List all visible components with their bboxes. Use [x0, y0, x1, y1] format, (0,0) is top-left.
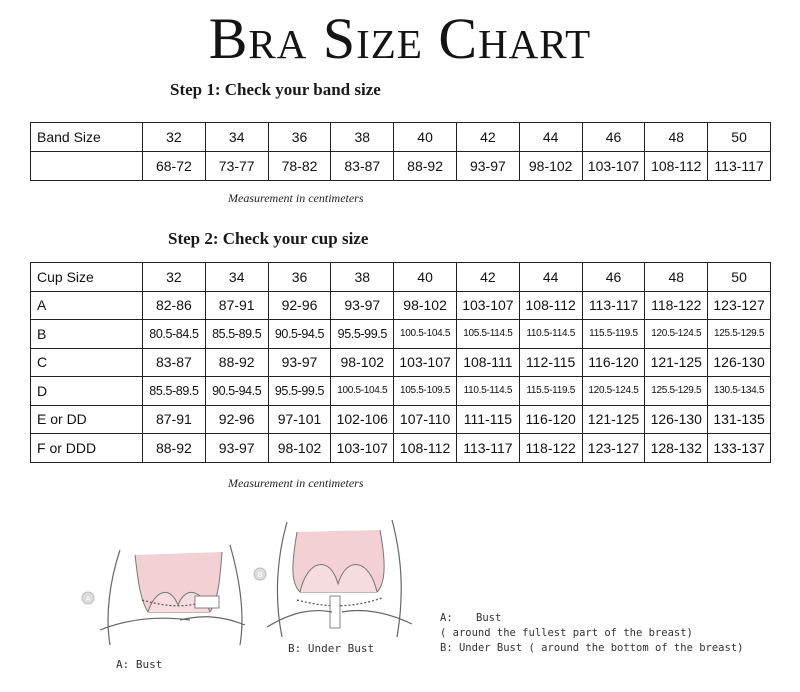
cup-measure-cell: 103-107 — [331, 434, 394, 463]
cup-measure-cell: 95.5-99.5 — [331, 320, 394, 349]
table-row — [31, 320, 771, 349]
cup-measure-cell: 97-101 — [268, 405, 331, 434]
band-size-header: Band Size — [31, 123, 143, 152]
band-measure-cell: 98-102 — [519, 152, 582, 181]
cup-size-table — [30, 262, 771, 463]
bust-measure-illustration — [80, 520, 260, 650]
table-row — [31, 263, 771, 292]
cup-label-cell: E or DD — [31, 405, 143, 434]
cup-measure-cell: 123-127 — [582, 434, 645, 463]
cup-measure-cell: 126-130 — [645, 405, 708, 434]
chart-title: Bra Size Chart — [208, 6, 592, 71]
cup-measure-cell: 126-130 — [708, 348, 771, 377]
cup-measure-cell: 116-120 — [582, 348, 645, 377]
table-row — [31, 152, 771, 181]
cup-measure-cell: 121-125 — [582, 405, 645, 434]
cup-measure-cell: 133-137 — [708, 434, 771, 463]
band-measure-cell: 93-97 — [456, 152, 519, 181]
legend-row-under-bust — [440, 641, 800, 656]
cup-measure-cell: 98-102 — [268, 434, 331, 463]
table-row — [31, 405, 771, 434]
cup-band-size-cell: 50 — [708, 263, 771, 292]
legend-desc: ( around the fullest part of the breast) — [440, 627, 693, 639]
under-bust-measure-illustration — [252, 512, 422, 642]
legend-key: A: — [440, 612, 453, 624]
table-row — [31, 434, 771, 463]
cup-measure-cell: 105.5-114.5 — [456, 320, 519, 349]
legend-row-bust — [440, 611, 800, 641]
empty-cell — [31, 152, 143, 181]
cup-measure-cell: 95.5-99.5 — [268, 377, 331, 406]
cup-measure-cell: 100.5-104.5 — [331, 377, 394, 406]
cup-measure-cell: 118-122 — [645, 291, 708, 320]
cup-label-cell: C — [31, 348, 143, 377]
band-measure-cell: 88-92 — [394, 152, 457, 181]
cup-measure-cell: 90.5-94.5 — [268, 320, 331, 349]
cup-measurement-note: Measurement in centimeters — [228, 476, 364, 490]
band-size-table — [30, 122, 771, 181]
measurement-legend — [440, 611, 800, 656]
cup-measure-cell: 93-97 — [268, 348, 331, 377]
cup-measure-cell: 120.5-124.5 — [582, 377, 645, 406]
under-bust-caption: B: Under Bust — [288, 642, 375, 655]
cup-label-cell: A — [31, 291, 143, 320]
cup-measure-cell: 85.5-89.5 — [205, 320, 268, 349]
cup-measure-cell: 128-132 — [645, 434, 708, 463]
legend-desc: ( around the bottom of the breast) — [528, 642, 744, 654]
band-size-cell: 48 — [645, 123, 708, 152]
cup-band-size-cell: 34 — [205, 263, 268, 292]
table-row — [31, 291, 771, 320]
table-row — [31, 348, 771, 377]
cup-band-size-cell: 48 — [645, 263, 708, 292]
band-size-cell: 42 — [456, 123, 519, 152]
band-size-cell: 32 — [143, 123, 206, 152]
cup-measure-cell: 103-107 — [456, 291, 519, 320]
band-size-cell: 50 — [708, 123, 771, 152]
cup-band-size-cell: 36 — [268, 263, 331, 292]
cup-measure-cell: 125.5-129.5 — [708, 320, 771, 349]
cup-measure-cell: 115.5-119.5 — [582, 320, 645, 349]
cup-measure-cell: 108-112 — [519, 291, 582, 320]
cup-measure-cell: 107-110 — [394, 405, 457, 434]
cup-band-size-cell: 32 — [143, 263, 206, 292]
cup-measure-cell: 112-115 — [519, 348, 582, 377]
cup-size-header: Cup Size — [31, 263, 143, 292]
cup-band-size-cell: 44 — [519, 263, 582, 292]
cup-measure-cell: 92-96 — [205, 405, 268, 434]
cup-band-size-cell: 42 — [456, 263, 519, 292]
cup-measure-cell: 130.5-134.5 — [708, 377, 771, 406]
band-measure-cell: 73-77 — [205, 152, 268, 181]
band-size-cell: 36 — [268, 123, 331, 152]
cup-label-cell: F or DDD — [31, 434, 143, 463]
band-measure-cell: 68-72 — [143, 152, 206, 181]
cup-measure-cell: 121-125 — [645, 348, 708, 377]
cup-measure-cell: 123-127 — [708, 291, 771, 320]
cup-measure-cell: 113-117 — [456, 434, 519, 463]
cup-band-size-cell: 46 — [582, 263, 645, 292]
cup-measure-cell: 115.5-119.5 — [519, 377, 582, 406]
legend-term: Bust — [476, 612, 502, 624]
cup-measure-cell: 116-120 — [519, 405, 582, 434]
cup-measure-cell: 118-122 — [519, 434, 582, 463]
cup-measure-cell: 120.5-124.5 — [645, 320, 708, 349]
band-size-cell: 38 — [331, 123, 394, 152]
cup-measure-cell: 105.5-109.5 — [394, 377, 457, 406]
cup-measure-cell: 110.5-114.5 — [456, 377, 519, 406]
cup-measure-cell: 108-111 — [456, 348, 519, 377]
cup-measure-cell: 110.5-114.5 — [519, 320, 582, 349]
band-size-cell: 46 — [582, 123, 645, 152]
cup-measure-cell: 131-135 — [708, 405, 771, 434]
cup-measure-cell: 93-97 — [205, 434, 268, 463]
band-measurement-note: Measurement in centimeters — [228, 191, 364, 205]
a-marker: A — [85, 595, 91, 603]
cup-measure-cell: 82-86 — [143, 291, 206, 320]
cup-measure-cell: 80.5-84.5 — [143, 320, 206, 349]
cup-measure-cell: 100.5-104.5 — [394, 320, 457, 349]
cup-measure-cell: 92-96 — [268, 291, 331, 320]
step2-heading: Step 2: Check your cup size — [168, 229, 369, 248]
legend-term: Under Bust — [458, 642, 523, 654]
band-size-cell: 44 — [519, 123, 582, 152]
cup-measure-cell: 125.5-129.5 — [645, 377, 708, 406]
band-measure-cell: 103-107 — [582, 152, 645, 181]
cup-measure-cell: 98-102 — [394, 291, 457, 320]
cup-measure-cell: 83-87 — [143, 348, 206, 377]
cup-measure-cell: 103-107 — [394, 348, 457, 377]
cup-label-cell: D — [31, 377, 143, 406]
step1-heading: Step 1: Check your band size — [170, 80, 381, 99]
cup-label-cell: B — [31, 320, 143, 349]
table-row — [31, 377, 771, 406]
cup-measure-cell: 85.5-89.5 — [143, 377, 206, 406]
cup-measure-cell: 111-115 — [456, 405, 519, 434]
cup-band-size-cell: 38 — [331, 263, 394, 292]
band-measure-cell: 78-82 — [268, 152, 331, 181]
cup-measure-cell: 90.5-94.5 — [205, 377, 268, 406]
band-size-cell: 40 — [394, 123, 457, 152]
cup-measure-cell: 98-102 — [331, 348, 394, 377]
b-marker: B — [257, 571, 263, 579]
legend-key: B: — [440, 642, 453, 654]
band-measure-cell: 113-117 — [708, 152, 771, 181]
cup-measure-cell: 93-97 — [331, 291, 394, 320]
cup-measure-cell: 88-92 — [143, 434, 206, 463]
cup-measure-cell: 87-91 — [205, 291, 268, 320]
cup-band-size-cell: 40 — [394, 263, 457, 292]
table-row — [31, 123, 771, 152]
band-size-cell: 34 — [205, 123, 268, 152]
cup-measure-cell: 102-106 — [331, 405, 394, 434]
band-measure-cell: 108-112 — [645, 152, 708, 181]
bust-caption: A: Bust — [116, 658, 163, 671]
cup-measure-cell: 108-112 — [394, 434, 457, 463]
cup-measure-cell: 87-91 — [143, 405, 206, 434]
cup-measure-cell: 113-117 — [582, 291, 645, 320]
cup-measure-cell: 88-92 — [205, 348, 268, 377]
band-measure-cell: 83-87 — [331, 152, 394, 181]
